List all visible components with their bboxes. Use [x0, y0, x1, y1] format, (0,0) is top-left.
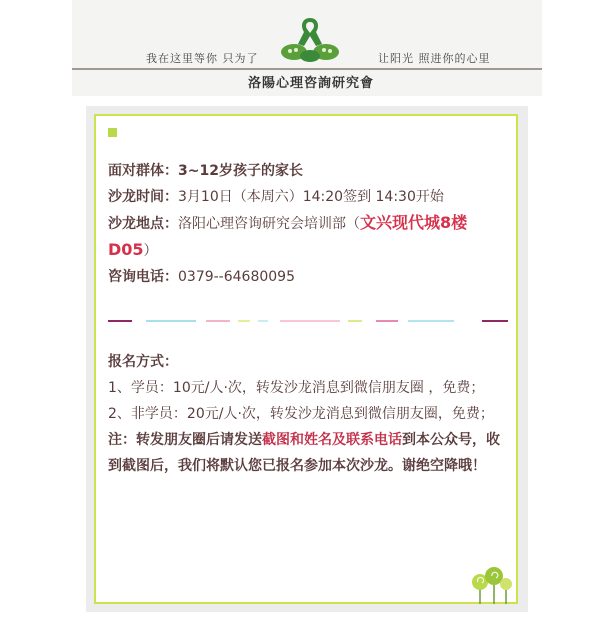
event-info	[108, 158, 508, 290]
audience-value: 3~12岁孩子的家长	[178, 163, 303, 179]
banner-divider	[72, 68, 542, 70]
time-line	[108, 184, 508, 210]
slogan-right: 让阳光 照进你的心里	[378, 52, 491, 65]
registration-section	[108, 349, 508, 479]
divider-dash	[258, 320, 268, 322]
header-banner	[0, 0, 614, 100]
colored-divider	[108, 320, 508, 323]
phone-line	[108, 264, 508, 290]
divider-dash	[108, 320, 132, 322]
divider-dash	[348, 320, 362, 322]
divider-dash	[146, 320, 196, 322]
registration-item-2: 2、非学员：20元/人·次，转发沙龙消息到微信朋友圈，免费；	[108, 406, 494, 422]
location-value: 洛阳心理咨询研究会培训部（	[178, 216, 360, 232]
tree-illustration-icon	[470, 566, 512, 606]
registration-note	[108, 427, 508, 479]
phone-label: 咨询电话：	[108, 269, 178, 285]
leaf-ribbon-logo-icon	[280, 14, 340, 66]
note-suffix: 到本公众号，收到截图后，我们将默认您已报名参加本次沙龙。谢绝空降哦！	[108, 432, 500, 474]
audience-line	[108, 158, 508, 184]
registration-item-1: 1、学员：10元/人·次，转发沙龙消息到微信朋友圈 ，免费；	[108, 380, 485, 396]
time-label: 沙龙时间：	[108, 189, 178, 205]
note-prefix: 注：转发朋友圈后请发送	[108, 432, 262, 448]
divider-dash	[376, 320, 398, 322]
location-line	[108, 210, 508, 264]
slogan-left: 我在这里等你 只为了	[146, 52, 259, 65]
divider-dash	[482, 320, 508, 322]
organization-name: 洛陽心理咨詢研究會	[248, 76, 375, 91]
phone-value: 0379--64680095	[178, 269, 295, 285]
location-highlight: 文兴现代城8楼D05	[108, 213, 468, 259]
divider-dash	[280, 320, 340, 322]
divider-dash	[408, 320, 454, 322]
registration-title: 报名方式：	[108, 354, 178, 370]
divider-dash	[206, 320, 230, 322]
note-highlight: 截图和姓名及联系电话	[262, 432, 402, 448]
location-tail: ）	[143, 243, 158, 259]
divider-dash	[238, 320, 250, 322]
audience-label: 面对群体：	[108, 163, 178, 179]
location-label: 沙龙地点：	[108, 216, 178, 232]
time-value: 3月10日（本周六）14:20签到 14:30开始	[178, 189, 444, 205]
corner-square-decoration	[108, 128, 117, 137]
